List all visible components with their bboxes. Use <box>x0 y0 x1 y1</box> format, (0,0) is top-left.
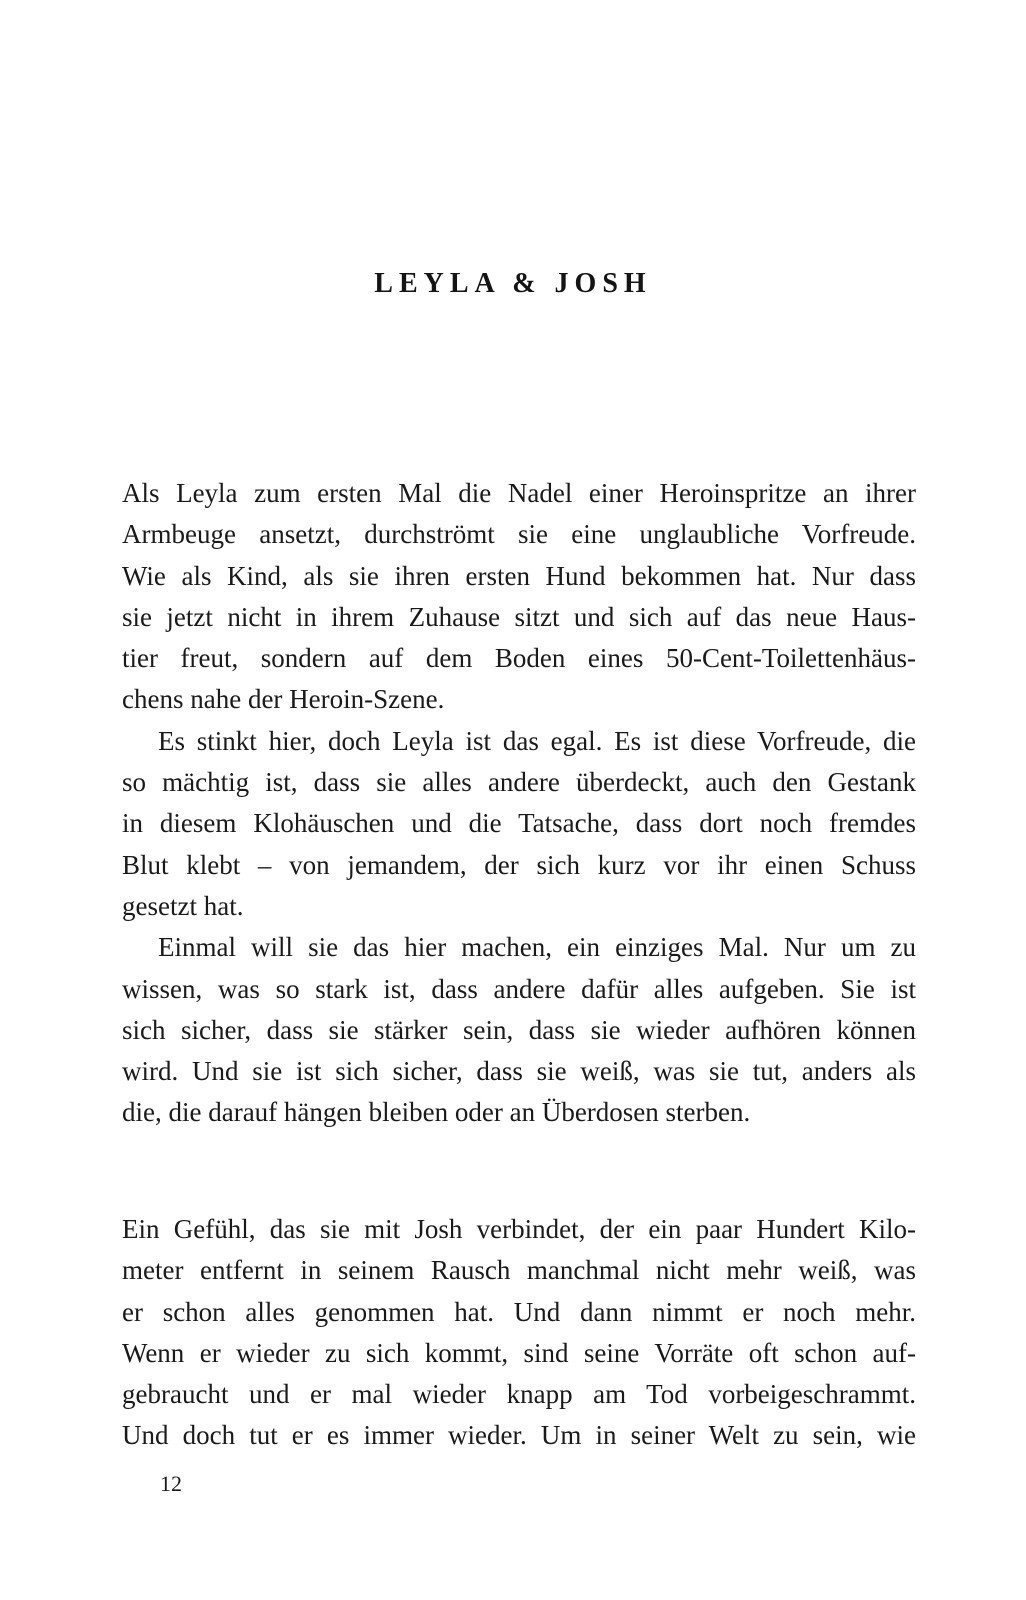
text-line: Wenn er wieder zu sich kommt, sind seine Vorräte oft schon auf- <box>122 1337 916 1368</box>
text-line: wissen, was so stark ist, dass andere dafür alles aufgeben. Sie ist <box>122 973 916 1004</box>
text-section-1 <box>122 473 916 1134</box>
paragraph <box>122 927 916 1133</box>
text-line: sie jetzt nicht in ihrem Zuhause sitzt und sich auf das neue Haus- <box>122 601 916 632</box>
page-number: 12 <box>160 1471 182 1496</box>
text-line: meter entfernt in seinem Rausch manchmal nicht mehr weiß, was <box>122 1255 916 1286</box>
chapter-title: LEYLA & JOSH <box>374 268 652 299</box>
text-line: wird. Und sie ist sich sicher, dass sie weiß, was sie tut, anders als <box>122 1056 916 1087</box>
paragraph <box>122 473 916 721</box>
paragraph <box>122 1209 916 1457</box>
text-line: tier freut, sondern auf dem Boden eines 50-Cent-Toilettenhäus- <box>122 643 916 674</box>
text-line: die, die darauf hängen bleiben oder an Überdosen sterben. <box>122 1097 751 1128</box>
text-line: so mächtig ist, dass sie alles andere überdeckt, auch den Gestank <box>122 767 916 798</box>
text-line: Als Leyla zum ersten Mal die Nadel einer Heroinspritze an ihrer <box>122 478 916 508</box>
text-line: gesetzt hat. <box>122 890 244 921</box>
text-line: chens nahe der Heroin-Szene. <box>122 684 445 715</box>
text-line: in diesem Klohäuschen und die Tatsache, dass dort noch fremdes <box>122 808 916 839</box>
text-line: Und doch tut er es immer wieder. Um in seiner Welt zu sein, wie <box>122 1420 916 1451</box>
text-line: gebraucht und er mal wieder knapp am Tod vorbeigeschrammt. <box>122 1379 916 1410</box>
text-line: Wie als Kind, als sie ihren ersten Hund bekommen hat. Nur dass <box>122 560 916 591</box>
text-line: Armbeuge ansetzt, durchströmt sie eine unglaubliche Vorfreude. <box>122 519 916 550</box>
text-line: sich sicher, dass sie stärker sein, dass sie wieder aufhören können <box>122 1014 916 1045</box>
text-line: Blut klebt – von jemandem, der sich kurz vor ihr einen Schuss <box>122 849 916 880</box>
paragraph <box>122 721 916 927</box>
text-line: er schon alles genommen hat. Und dann nimmt er noch mehr. <box>122 1296 916 1327</box>
text-section-2 <box>122 1209 916 1457</box>
text-line: Ein Gefühl, das sie mit Josh verbindet, der ein paar Hundert Kilo- <box>122 1214 916 1244</box>
text-line: Es stinkt hier, doch Leyla ist das egal. Es ist diese Vorfreude, die <box>158 725 916 756</box>
text-line: Einmal will sie das hier machen, ein einziges Mal. Nur um zu <box>158 932 916 963</box>
